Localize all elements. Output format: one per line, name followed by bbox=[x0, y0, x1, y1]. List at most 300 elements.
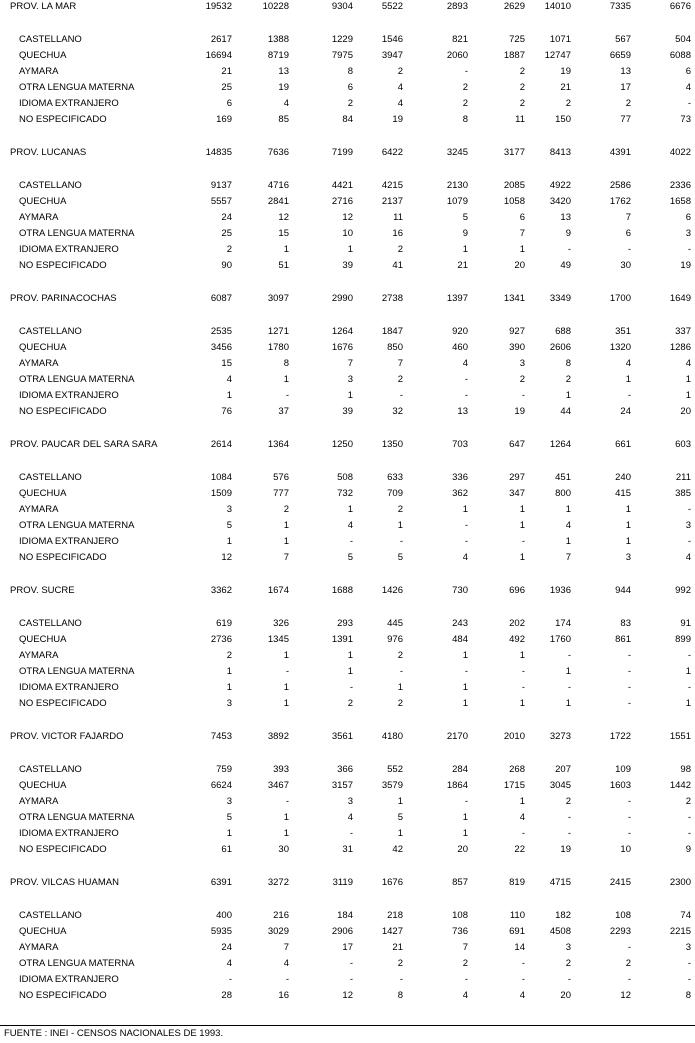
total-cell: 3273 bbox=[549, 731, 571, 742]
province-block bbox=[0, 584, 695, 730]
language-row bbox=[0, 97, 695, 111]
language-row bbox=[0, 909, 695, 923]
value-cell: 2 bbox=[397, 698, 403, 709]
value-cell: - bbox=[521, 958, 525, 969]
value-cell: 2716 bbox=[331, 196, 353, 207]
value-cell: 3 bbox=[685, 520, 691, 531]
total-cell: 7199 bbox=[331, 147, 353, 158]
value-cell: 1864 bbox=[446, 780, 468, 791]
language-label: AYMARA bbox=[19, 358, 59, 369]
value-cell: 10 bbox=[342, 228, 353, 239]
value-cell: 15 bbox=[221, 358, 232, 369]
value-cell: 3029 bbox=[267, 926, 289, 937]
language-label: QUECHUA bbox=[19, 634, 67, 645]
value-cell: 2841 bbox=[267, 196, 289, 207]
language-row bbox=[0, 81, 695, 95]
value-cell: 84 bbox=[342, 114, 353, 125]
value-cell: 351 bbox=[615, 326, 631, 337]
total-cell: 2738 bbox=[381, 293, 403, 304]
language-label: AYMARA bbox=[19, 650, 59, 661]
province-name: PROV. PARINACOCHAS bbox=[10, 293, 117, 304]
value-cell: 6 bbox=[685, 212, 691, 223]
value-cell: 32 bbox=[392, 406, 403, 417]
value-cell: 1 bbox=[283, 812, 289, 823]
value-cell: - bbox=[627, 666, 631, 677]
total-cell: 9304 bbox=[331, 1, 353, 12]
value-cell: - bbox=[399, 536, 403, 547]
language-label: NO ESPECIFICADO bbox=[19, 552, 107, 563]
total-cell: 1551 bbox=[669, 731, 691, 742]
source-note: FUENTE : INEI - CENSOS NACIONALES DE 1993. bbox=[4, 1028, 224, 1039]
value-cell: 1084 bbox=[210, 472, 232, 483]
value-cell: 2 bbox=[462, 958, 468, 969]
value-cell: 552 bbox=[387, 764, 403, 775]
value-cell: 10 bbox=[620, 844, 631, 855]
value-cell: 4 bbox=[565, 520, 571, 531]
value-cell: 9 bbox=[462, 228, 468, 239]
value-cell: - bbox=[228, 974, 232, 985]
total-cell: 4022 bbox=[669, 147, 691, 158]
value-cell: - bbox=[464, 974, 468, 985]
value-cell: 293 bbox=[337, 618, 353, 629]
value-cell: 2 bbox=[226, 650, 232, 661]
value-cell: 90 bbox=[221, 260, 232, 271]
value-cell: 1 bbox=[625, 520, 631, 531]
value-cell: - bbox=[285, 796, 289, 807]
language-label: OTRA LENGUA MATERNA bbox=[19, 82, 135, 93]
value-cell: 4 bbox=[519, 990, 525, 1001]
value-cell: 2 bbox=[397, 650, 403, 661]
value-cell: 619 bbox=[216, 618, 232, 629]
value-cell: 1 bbox=[397, 796, 403, 807]
total-cell: 2614 bbox=[210, 439, 232, 450]
language-row bbox=[0, 389, 695, 403]
value-cell: - bbox=[521, 536, 525, 547]
value-cell: 211 bbox=[675, 472, 691, 483]
value-cell: 725 bbox=[509, 34, 525, 45]
value-cell: 3420 bbox=[549, 196, 571, 207]
value-cell: 3157 bbox=[331, 780, 353, 791]
value-cell: 108 bbox=[615, 910, 631, 921]
value-cell: - bbox=[464, 666, 468, 677]
value-cell: 1 bbox=[283, 244, 289, 255]
value-cell: 19 bbox=[680, 260, 691, 271]
total-cell: 19532 bbox=[205, 1, 232, 12]
value-cell: 216 bbox=[273, 910, 289, 921]
value-cell: 14 bbox=[514, 942, 525, 953]
value-cell: 184 bbox=[337, 910, 353, 921]
value-cell: - bbox=[399, 666, 403, 677]
total-cell: 1264 bbox=[549, 439, 571, 450]
province-total-row bbox=[0, 146, 695, 160]
value-cell: 1 bbox=[226, 536, 232, 547]
value-cell: 1 bbox=[519, 504, 525, 515]
value-cell: 1320 bbox=[609, 342, 631, 353]
language-row bbox=[0, 519, 695, 533]
value-cell: 2606 bbox=[549, 342, 571, 353]
language-row bbox=[0, 973, 695, 987]
value-cell: 21 bbox=[392, 942, 403, 953]
language-row bbox=[0, 259, 695, 273]
language-label: OTRA LENGUA MATERNA bbox=[19, 520, 135, 531]
value-cell: 1762 bbox=[609, 196, 631, 207]
language-label: CASTELLANO bbox=[19, 326, 82, 337]
language-row bbox=[0, 113, 695, 127]
value-cell: 108 bbox=[452, 910, 468, 921]
value-cell: 1658 bbox=[669, 196, 691, 207]
value-cell: 1 bbox=[226, 828, 232, 839]
value-cell: 1 bbox=[283, 536, 289, 547]
value-cell: - bbox=[687, 812, 691, 823]
language-label: CASTELLANO bbox=[19, 34, 82, 45]
total-cell: 8413 bbox=[549, 147, 571, 158]
value-cell: 1 bbox=[283, 650, 289, 661]
value-cell: 1391 bbox=[331, 634, 353, 645]
value-cell: 504 bbox=[675, 34, 691, 45]
value-cell: 1 bbox=[625, 374, 631, 385]
value-cell: 7 bbox=[347, 358, 353, 369]
value-cell: 13 bbox=[560, 212, 571, 223]
value-cell: - bbox=[627, 682, 631, 693]
language-label: CASTELLANO bbox=[19, 910, 82, 921]
value-cell: 899 bbox=[675, 634, 691, 645]
province-block bbox=[0, 876, 695, 1022]
language-label: CASTELLANO bbox=[19, 180, 82, 191]
value-cell: 1 bbox=[283, 520, 289, 531]
value-cell: 4716 bbox=[267, 180, 289, 191]
language-row bbox=[0, 925, 695, 939]
value-cell: 415 bbox=[615, 488, 631, 499]
value-cell: 2 bbox=[347, 698, 353, 709]
value-cell: 1264 bbox=[331, 326, 353, 337]
value-cell: 366 bbox=[337, 764, 353, 775]
value-cell: 3 bbox=[347, 374, 353, 385]
value-cell: 1 bbox=[226, 666, 232, 677]
value-cell: 633 bbox=[387, 472, 403, 483]
total-cell: 603 bbox=[675, 439, 691, 450]
value-cell: 24 bbox=[221, 212, 232, 223]
value-cell: 800 bbox=[555, 488, 571, 499]
value-cell: 336 bbox=[452, 472, 468, 483]
language-label: AYMARA bbox=[19, 942, 59, 953]
value-cell: 2 bbox=[462, 98, 468, 109]
language-row bbox=[0, 503, 695, 517]
total-cell: 4715 bbox=[549, 877, 571, 888]
footer-divider bbox=[0, 1025, 695, 1026]
value-cell: 6624 bbox=[210, 780, 232, 791]
value-cell: 4 bbox=[462, 552, 468, 563]
value-cell: - bbox=[285, 390, 289, 401]
value-cell: 74 bbox=[680, 910, 691, 921]
language-label: IDIOMA EXTRANJERO bbox=[19, 98, 119, 109]
value-cell: 3579 bbox=[381, 780, 403, 791]
total-cell: 3892 bbox=[267, 731, 289, 742]
value-cell: 732 bbox=[337, 488, 353, 499]
value-cell: 1 bbox=[462, 812, 468, 823]
total-cell: 3362 bbox=[210, 585, 232, 596]
value-cell: - bbox=[285, 974, 289, 985]
language-row bbox=[0, 405, 695, 419]
value-cell: 1 bbox=[519, 796, 525, 807]
language-label: IDIOMA EXTRANJERO bbox=[19, 536, 119, 547]
value-cell: 1676 bbox=[331, 342, 353, 353]
value-cell: 2 bbox=[397, 504, 403, 515]
value-cell: 297 bbox=[509, 472, 525, 483]
total-cell: 1364 bbox=[267, 439, 289, 450]
value-cell: 12 bbox=[342, 990, 353, 1001]
value-cell: - bbox=[687, 958, 691, 969]
value-cell: 73 bbox=[680, 114, 691, 125]
value-cell: 393 bbox=[273, 764, 289, 775]
value-cell: - bbox=[464, 66, 468, 77]
province-name: PROV. SUCRE bbox=[10, 585, 75, 596]
value-cell: 1 bbox=[565, 698, 571, 709]
value-cell: - bbox=[627, 796, 631, 807]
value-cell: 76 bbox=[221, 406, 232, 417]
value-cell: - bbox=[464, 796, 468, 807]
value-cell: 861 bbox=[615, 634, 631, 645]
value-cell: 1 bbox=[347, 390, 353, 401]
language-row bbox=[0, 795, 695, 809]
language-row bbox=[0, 617, 695, 631]
value-cell: 1 bbox=[397, 828, 403, 839]
total-cell: 730 bbox=[452, 585, 468, 596]
value-cell: 13 bbox=[457, 406, 468, 417]
value-cell: 15 bbox=[278, 228, 289, 239]
language-label: CASTELLANO bbox=[19, 472, 82, 483]
value-cell: 1271 bbox=[267, 326, 289, 337]
value-cell: 6 bbox=[685, 66, 691, 77]
value-cell: 1079 bbox=[446, 196, 468, 207]
province-total-row bbox=[0, 584, 695, 598]
value-cell: - bbox=[627, 974, 631, 985]
value-cell: - bbox=[687, 244, 691, 255]
value-cell: 1847 bbox=[381, 326, 403, 337]
value-cell: - bbox=[464, 390, 468, 401]
value-cell: 2 bbox=[397, 66, 403, 77]
value-cell: 7 bbox=[565, 552, 571, 563]
value-cell: 8 bbox=[397, 990, 403, 1001]
value-cell: 4 bbox=[226, 958, 232, 969]
language-label: IDIOMA EXTRANJERO bbox=[19, 390, 119, 401]
value-cell: 2 bbox=[519, 66, 525, 77]
value-cell: 4922 bbox=[549, 180, 571, 191]
value-cell: 1058 bbox=[503, 196, 525, 207]
value-cell: - bbox=[464, 374, 468, 385]
total-cell: 7636 bbox=[267, 147, 289, 158]
value-cell: 326 bbox=[273, 618, 289, 629]
value-cell: 39 bbox=[342, 260, 353, 271]
language-row bbox=[0, 179, 695, 193]
value-cell: 24 bbox=[620, 406, 631, 417]
total-cell: 703 bbox=[452, 439, 468, 450]
value-cell: 8 bbox=[462, 114, 468, 125]
total-cell: 1936 bbox=[549, 585, 571, 596]
value-cell: 1 bbox=[462, 504, 468, 515]
value-cell: 2085 bbox=[503, 180, 525, 191]
value-cell: 1229 bbox=[331, 34, 353, 45]
value-cell: 28 bbox=[221, 990, 232, 1001]
value-cell: - bbox=[521, 828, 525, 839]
total-cell: 992 bbox=[675, 585, 691, 596]
value-cell: - bbox=[627, 942, 631, 953]
value-cell: 821 bbox=[452, 34, 468, 45]
value-cell: 2 bbox=[226, 244, 232, 255]
language-row bbox=[0, 843, 695, 857]
language-label: QUECHUA bbox=[19, 196, 67, 207]
value-cell: 385 bbox=[675, 488, 691, 499]
value-cell: 4 bbox=[462, 990, 468, 1001]
value-cell: 12 bbox=[620, 990, 631, 1001]
language-label: AYMARA bbox=[19, 504, 59, 515]
language-label: IDIOMA EXTRANJERO bbox=[19, 244, 119, 255]
value-cell: 6 bbox=[519, 212, 525, 223]
value-cell: 8 bbox=[565, 358, 571, 369]
province-name: PROV. VILCAS HUAMAN bbox=[10, 877, 119, 888]
value-cell: 2 bbox=[519, 82, 525, 93]
value-cell: 2 bbox=[565, 796, 571, 807]
value-cell: 1 bbox=[625, 504, 631, 515]
value-cell: 709 bbox=[387, 488, 403, 499]
value-cell: 2 bbox=[565, 98, 571, 109]
value-cell: 207 bbox=[555, 764, 571, 775]
value-cell: 390 bbox=[509, 342, 525, 353]
value-cell: 91 bbox=[680, 618, 691, 629]
value-cell: 2 bbox=[462, 82, 468, 93]
language-row bbox=[0, 195, 695, 209]
language-label: AYMARA bbox=[19, 66, 59, 77]
value-cell: 4421 bbox=[331, 180, 353, 191]
value-cell: - bbox=[687, 504, 691, 515]
total-cell: 857 bbox=[452, 877, 468, 888]
language-label: QUECHUA bbox=[19, 488, 67, 499]
value-cell: 16 bbox=[278, 990, 289, 1001]
total-cell: 3119 bbox=[332, 877, 353, 888]
province-total-row bbox=[0, 292, 695, 306]
value-cell: 9 bbox=[565, 228, 571, 239]
total-cell: 3561 bbox=[331, 731, 353, 742]
value-cell: 1 bbox=[565, 536, 571, 547]
value-cell: 39 bbox=[342, 406, 353, 417]
value-cell: 6088 bbox=[669, 50, 691, 61]
value-cell: 20 bbox=[680, 406, 691, 417]
value-cell: 4 bbox=[283, 98, 289, 109]
value-cell: 7975 bbox=[331, 50, 353, 61]
value-cell: 4 bbox=[685, 82, 691, 93]
total-cell: 819 bbox=[509, 877, 525, 888]
language-label: NO ESPECIFICADO bbox=[19, 844, 107, 855]
language-label: OTRA LENGUA MATERNA bbox=[19, 958, 135, 969]
value-cell: - bbox=[567, 974, 571, 985]
value-cell: 976 bbox=[387, 634, 403, 645]
value-cell: 451 bbox=[555, 472, 571, 483]
value-cell: - bbox=[687, 974, 691, 985]
value-cell: 20 bbox=[457, 844, 468, 855]
value-cell: 1 bbox=[347, 650, 353, 661]
value-cell: 6 bbox=[347, 82, 353, 93]
value-cell: 347 bbox=[509, 488, 525, 499]
value-cell: - bbox=[567, 244, 571, 255]
value-cell: 3 bbox=[565, 942, 571, 953]
total-cell: 6391 bbox=[210, 877, 232, 888]
value-cell: 2906 bbox=[331, 926, 353, 937]
value-cell: 240 bbox=[615, 472, 631, 483]
language-row bbox=[0, 357, 695, 371]
value-cell: - bbox=[349, 536, 353, 547]
value-cell: 2617 bbox=[210, 34, 232, 45]
value-cell: 4 bbox=[685, 358, 691, 369]
value-cell: 2 bbox=[625, 958, 631, 969]
value-cell: 182 bbox=[555, 910, 571, 921]
value-cell: 12747 bbox=[544, 50, 571, 61]
value-cell: 362 bbox=[452, 488, 468, 499]
language-label: QUECHUA bbox=[19, 780, 67, 791]
total-cell: 1649 bbox=[669, 293, 691, 304]
total-cell: 2629 bbox=[503, 1, 525, 12]
value-cell: 11 bbox=[393, 212, 403, 223]
language-label: OTRA LENGUA MATERNA bbox=[19, 228, 135, 239]
province-name: PROV. LUCANAS bbox=[10, 147, 87, 158]
value-cell: 736 bbox=[452, 926, 468, 937]
value-cell: 16694 bbox=[205, 50, 232, 61]
total-cell: 1676 bbox=[381, 877, 403, 888]
language-row bbox=[0, 373, 695, 387]
value-cell: 3947 bbox=[381, 50, 403, 61]
value-cell: - bbox=[687, 650, 691, 661]
total-cell: 2010 bbox=[503, 731, 525, 742]
language-row bbox=[0, 697, 695, 711]
language-row bbox=[0, 487, 695, 501]
value-cell: 150 bbox=[555, 114, 571, 125]
value-cell: 2 bbox=[565, 374, 571, 385]
province-block bbox=[0, 146, 695, 292]
value-cell: 174 bbox=[555, 618, 571, 629]
value-cell: 2 bbox=[397, 958, 403, 969]
total-cell: 2990 bbox=[331, 293, 353, 304]
value-cell: 110 bbox=[509, 910, 525, 921]
province-block bbox=[0, 292, 695, 438]
value-cell: 850 bbox=[387, 342, 403, 353]
value-cell: 688 bbox=[555, 326, 571, 337]
value-cell: 1 bbox=[347, 244, 353, 255]
value-cell: 445 bbox=[387, 618, 403, 629]
value-cell: 2 bbox=[685, 796, 691, 807]
total-cell: 3097 bbox=[267, 293, 289, 304]
language-label: AYMARA bbox=[19, 212, 59, 223]
value-cell: 2130 bbox=[446, 180, 468, 191]
value-cell: 202 bbox=[509, 618, 525, 629]
total-cell: 14835 bbox=[205, 147, 232, 158]
value-cell: 1 bbox=[347, 504, 353, 515]
value-cell: 49 bbox=[560, 260, 571, 271]
value-cell: 1 bbox=[462, 650, 468, 661]
total-cell: 7335 bbox=[609, 1, 631, 12]
value-cell: - bbox=[687, 828, 691, 839]
language-row bbox=[0, 49, 695, 63]
total-cell: 6422 bbox=[381, 147, 403, 158]
value-cell: 1 bbox=[685, 374, 691, 385]
language-label: NO ESPECIFICADO bbox=[19, 698, 107, 709]
language-label: OTRA LENGUA MATERNA bbox=[19, 374, 135, 385]
language-label: IDIOMA EXTRANJERO bbox=[19, 974, 119, 985]
total-cell: 696 bbox=[509, 585, 525, 596]
value-cell: 5 bbox=[226, 520, 232, 531]
value-cell: 1715 bbox=[503, 780, 525, 791]
value-cell: 1 bbox=[462, 828, 468, 839]
value-cell: 2 bbox=[397, 374, 403, 385]
value-cell: 1 bbox=[226, 682, 232, 693]
value-cell: 3 bbox=[347, 796, 353, 807]
